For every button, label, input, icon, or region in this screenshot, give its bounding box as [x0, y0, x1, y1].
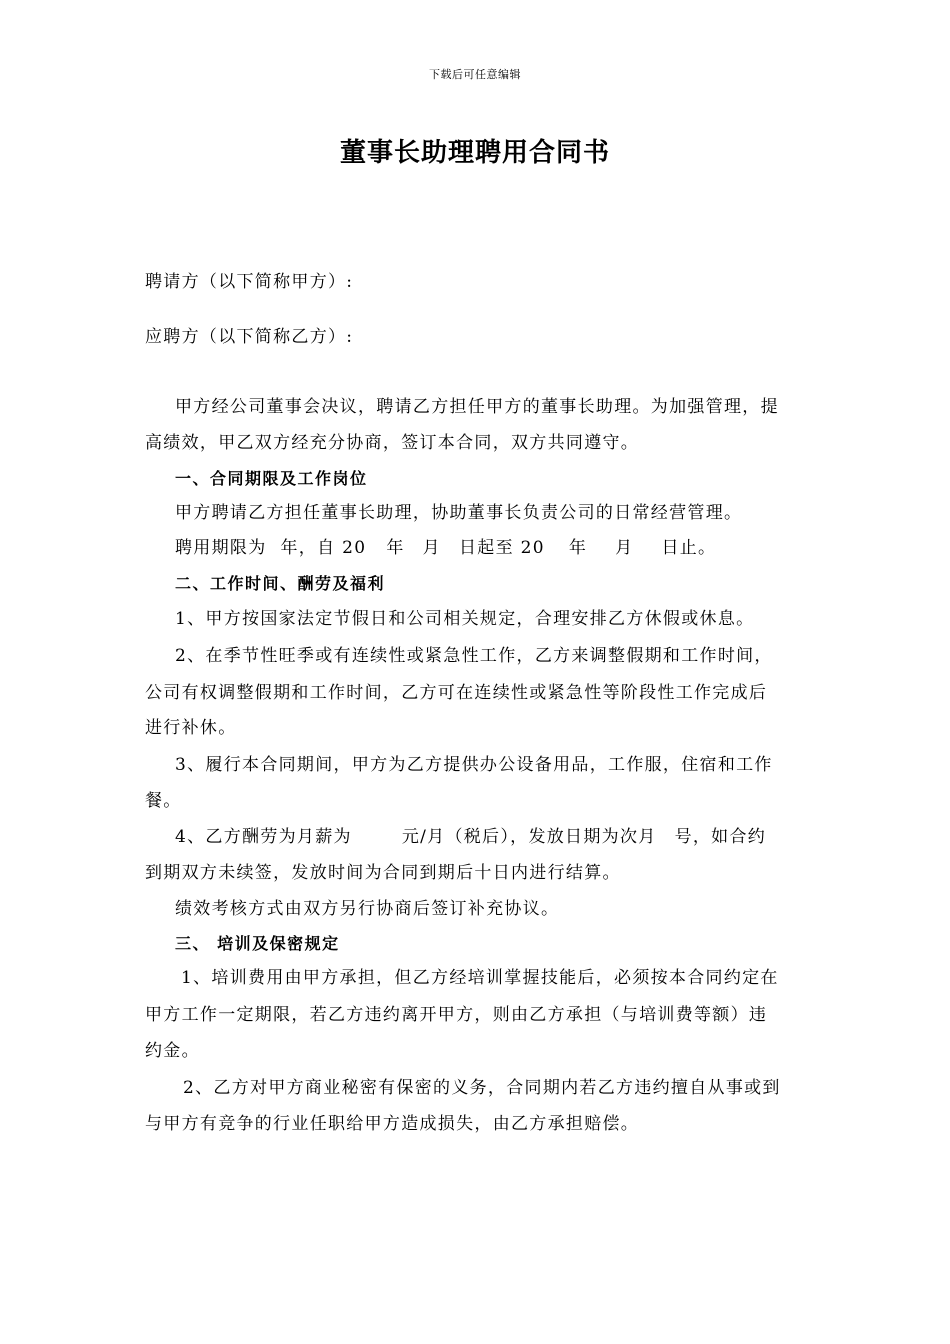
salary-unit-and-date: 元/月（税后），发放日期为次月	[401, 827, 657, 847]
term-end-day: 日止。	[661, 538, 717, 558]
section-3-item-2-line-2: 与甲方有竞争的行业任职给甲方造成损失，由乙方承担赔偿。	[145, 1114, 640, 1134]
page-title: 董事长助理聘用合同书	[339, 138, 610, 168]
term-years: 年，自 20	[280, 538, 367, 558]
section-2-item-2-line-3: 进行补休。	[145, 718, 237, 738]
term-start-year: 年	[386, 538, 405, 558]
term-start-month: 月	[422, 538, 441, 558]
employer-party-line: 聘请方（以下简称甲方）:	[145, 272, 354, 292]
section-1-paragraph-1: 甲方聘请乙方担任董事长助理，协助董事长负责公司的日常经营管理。	[175, 503, 743, 523]
section-1-term-line	[175, 536, 716, 560]
section-1-heading: 一、合同期限及工作岗位	[175, 469, 368, 488]
section-3-item-1-line-3: 约金。	[145, 1041, 200, 1061]
employee-party-line: 应聘方（以下简称乙方）:	[145, 327, 354, 347]
term-end-year: 年	[568, 538, 588, 558]
section-3-item-1-line-1: 1、培训费用由甲方承担，但乙方经培训掌握技能后，必须按本合同约定在	[181, 968, 779, 988]
header-note: 下载后可任意编辑	[429, 68, 521, 81]
section-3-heading: 三、 培训及保密规定	[175, 934, 340, 953]
section-2-item-3-line-1: 3、履行本合同期间，甲方为乙方提供办公设备用品，工作服，住宿和工作	[175, 755, 773, 775]
salary-date-suffix: 号，如合约	[674, 827, 767, 847]
section-2-item-1: 1、甲方按国家法定节假日和公司相关规定，合理安排乙方休假或休息。	[175, 609, 755, 629]
intro-line-1: 甲方经公司董事会决议，聘请乙方担任甲方的董事长助理。为加强管理，提	[175, 397, 779, 417]
section-2-item-4-line-1	[175, 825, 766, 849]
section-2-item-2-line-2: 公司有权调整假期和工作时间，乙方可在连续性或紧急性等阶段性工作完成后	[145, 683, 768, 703]
section-2-heading: 二、工作时间、酬劳及福利	[175, 574, 386, 593]
section-2-item-2-line-1: 2、在季节性旺季或有连续性或紧急性工作，乙方来调整假期和工作时间，	[175, 646, 773, 666]
intro-line-2: 高绩效，甲乙双方经充分协商，签订本合同，双方共同遵守。	[145, 433, 640, 453]
section-3-item-1-line-2: 甲方工作一定期限，若乙方违约离开甲方，则由乙方承担（与培训费等额）违	[145, 1005, 768, 1025]
section-2-note: 绩效考核方式由双方另行协商后签订补充协议。	[175, 899, 560, 919]
section-2-item-3-line-2: 餐。	[145, 791, 182, 811]
term-start-day: 日起至 20	[458, 538, 545, 558]
term-label: 聘用期限为	[175, 538, 267, 558]
section-3-item-2-line-1: 2、乙方对甲方商业秘密有保密的义务，合同期内若乙方违约擅自从事或到	[183, 1078, 781, 1098]
section-2-item-4-line-2: 到期双方未续签，发放时间为合同到期后十日内进行结算。	[145, 863, 621, 883]
term-end-month: 月	[615, 538, 634, 558]
salary-label: 4、乙方酬劳为月薪为	[175, 827, 352, 847]
